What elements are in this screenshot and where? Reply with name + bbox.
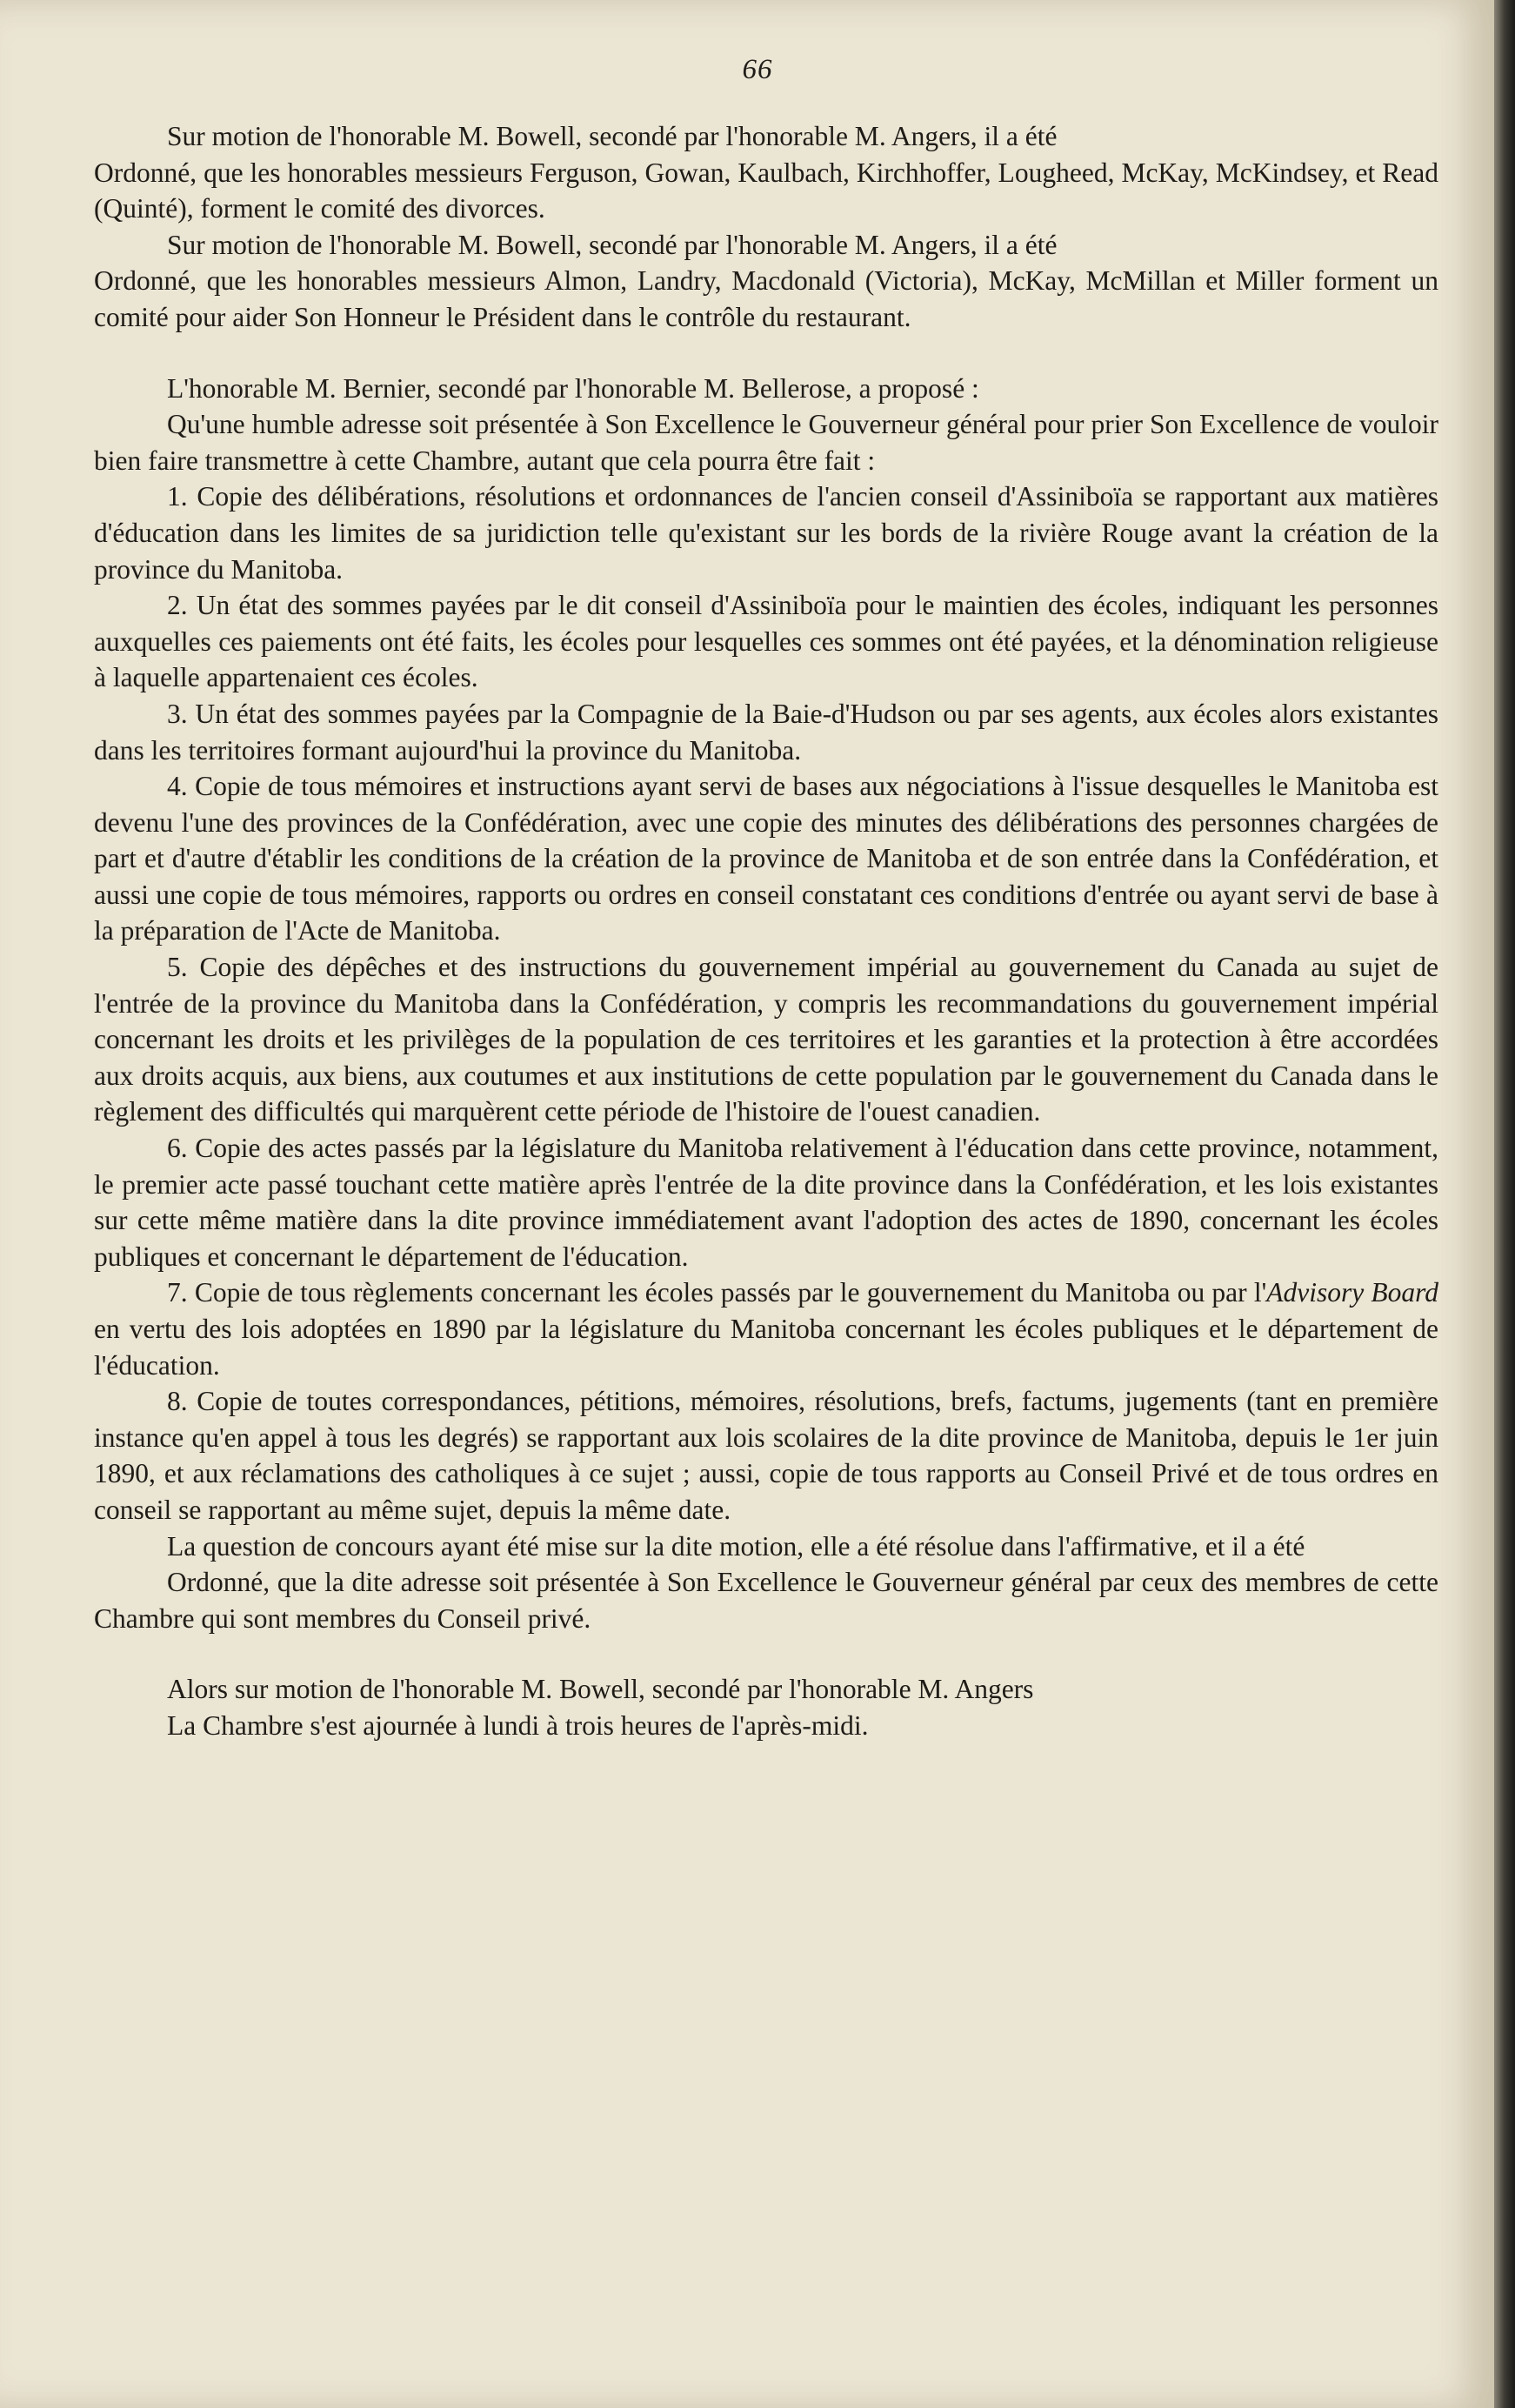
list-item: 5. Copie des dépêches et des instructions du gouvernement impérial au gouvernement du Canada au sujet de l'entrée de la province du Manitoba dans la Confédération, y compris les recommandations du gouvernement impérial concernant les droits et les privilèges de la population de ces territoires et les garanties et la protection à être accordées aux droits acquis, aux biens, aux coutumes et aux institutions de cette population par le gouvernement du Canada dans le règlement des difficultés qui marquèrent cette période de l'histoire de l'ouest canadien. xyxy=(94,952,1438,1127)
list-item: 8. Copie de toutes correspondances, pétitions, mémoires, résolutions, brefs, factums, jugements (tant en première instance qu'en appel à tous les degrés) se rapportant aux lois scolaires de la dite province de Manitoba, depuis le 1er juin 1890, et aux réclamations des catholiques à ce sujet ; aussi, copie de tous rapports au Conseil Privé et de tous ordres en conseil se rapportant au même sujet, depuis la même date. xyxy=(94,1386,1438,1525)
paragraph: Sur motion de l'honorable M. Bowell, secondé par l'honorable M. Angers, il a été xyxy=(167,121,1058,151)
paragraph: Qu'une humble adresse soit présentée à Son Excellence le Gouverneur général pour prier Son Excellence de vouloir bien faire transmettre à cette Chambre, autant que cela pourra être fait : xyxy=(94,409,1438,476)
page-edge-shadow xyxy=(1494,0,1515,2408)
paragraph: La question de concours ayant été mise sur la dite motion, elle a été résolue dans l'affirmative, et il a été xyxy=(167,1530,1305,1562)
section-gap xyxy=(94,1636,1438,1671)
paragraph: Ordonné, que les honorables messieurs Almon, Landry, Macdonald (Victoria), McKay, McMillan et Miller forment un comité pour aider Son Honneur le Président dans le contrôle du restaurant. xyxy=(94,265,1438,332)
list-item: 1. Copie des délibérations, résolutions et ordonnances de l'ancien conseil d'Assiniboïa se rapportant aux matières d'éducation dans les limites de sa juridiction telle qu'existant sur les bords de la rivière Rouge avant la création de la province du Manitoba. xyxy=(94,481,1438,585)
proceedings-text xyxy=(94,118,1438,1744)
paragraph: La Chambre s'est ajournée à lundi à trois heures de l'après-midi. xyxy=(167,1709,869,1741)
list-item: 6. Copie des actes passés par la législature du Manitoba relativement à l'éducation dans cette province, notamment, le premier acte passé touchant cette matière après l'entrée de la dite province dans la Confédération, et les lois existantes sur cette même matière dans la dite province immédiatement avant l'adoption des actes de 1890, concernant les écoles publiques et concernant le département de l'éducation. xyxy=(94,1133,1438,1272)
list-item xyxy=(94,1274,1438,1383)
list-item: 4. Copie de tous mémoires et instructions ayant servi de bases aux négociations à l'issue desquelles le Manitoba est devenu l'une des provinces de la Confédération, avec une copie des minutes des délibérations des personnes chargées de part et d'autre d'établir les conditions de la création de la province de Manitoba et de son entrée dans la Confédération, et aussi une copie de tous mémoires, rapports ou ordres en conseil constatant ces conditions d'entrée ou ayant servi de base à la préparation de l'Acte de Manitoba. xyxy=(94,771,1438,946)
text-run: 7. Copie de tous règlements concernant les écoles passés par le gouvernement du Manitoba ou par l' xyxy=(167,1277,1267,1308)
list-item: 2. Un état des sommes payées par le dit conseil d'Assiniboïa pour le maintien des écoles, indiquant les personnes auxquelles ces paiements ont été faits, les écoles pour lesquelles ces sommes ont été payées, et la dénomination religieuse à laquelle appartenaient ces écoles. xyxy=(94,590,1438,693)
italic-term: Advisory Board xyxy=(1266,1277,1438,1308)
paragraph: L'honorable M. Bernier, secondé par l'honorable M. Bellerose, a proposé : xyxy=(167,372,979,404)
paragraph: Ordonné, que les honorables messieurs Ferguson, Gowan, Kaulbach, Kirchhoffer, Lougheed, McKay, McKindsey, et Read (Quinté), forment le comité des divorces. xyxy=(94,157,1438,224)
paragraph: Ordonné, que la dite adresse soit présentée à Son Excellence le Gouverneur général par ceux des membres de cette Chambre qui sont membres du Conseil privé. xyxy=(94,1567,1438,1634)
paragraph: Alors sur motion de l'honorable M. Bowell, secondé par l'honorable M. Angers xyxy=(167,1674,1034,1705)
text-run: en vertu des lois adoptées en 1890 par la législature du Manitoba concernant les écoles publiques et le département de l'éducation. xyxy=(94,1314,1438,1381)
paragraph: Sur motion de l'honorable M. Bowell, secondé par l'honorable M. Angers, il a été xyxy=(167,229,1058,260)
section-gap xyxy=(94,336,1438,371)
list-item: 3. Un état des sommes payées par la Compagnie de la Baie-d'Hudson ou par ses agents, aux écoles alors existantes dans les territoires formant aujourd'hui la province du Manitoba. xyxy=(94,698,1438,766)
page-number: 66 xyxy=(742,54,773,85)
